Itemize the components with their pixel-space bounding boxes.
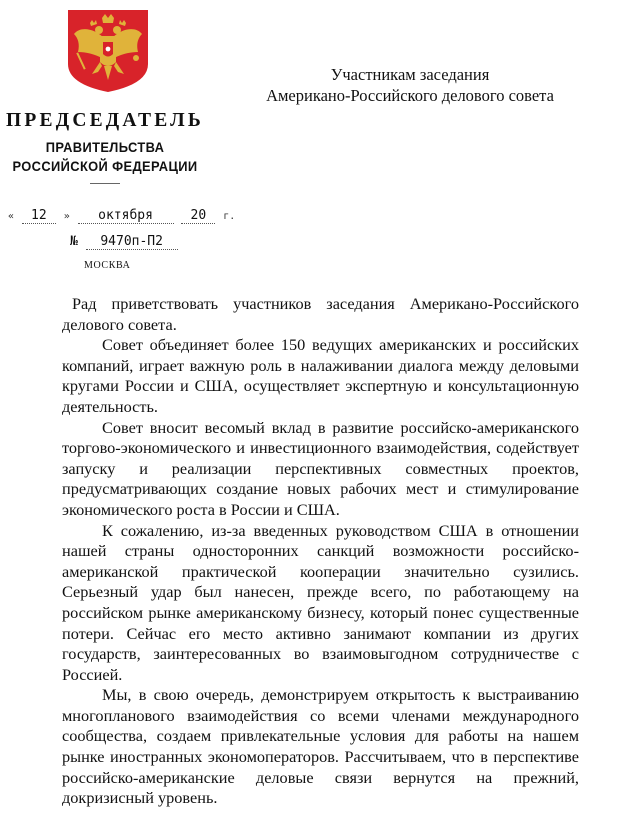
- letterhead-gov-line-1: ПРАВИТЕЛЬСТВА: [45, 139, 165, 155]
- letterhead-title: ПРЕДСЕДАТЕЛЬ: [6, 110, 204, 131]
- document-number: 9470п-П2: [86, 234, 178, 250]
- paragraph-2: Совет объединяет более 150 ведущих американских и российских компаний, играет важную роль в налаживании диалога между деловыми кругами России и США, осуществляет экспертную и консультационную деятельность.: [62, 335, 579, 416]
- letter-body: [62, 294, 579, 809]
- letterhead-gov-line-2: РОССИЙСКОЙ ФЕДЕРАЦИИ: [12, 158, 198, 174]
- paragraph-5: Мы, в свою очередь, демонстрируем открытость к выстраиванию многопланового взаимодействия со всеми членами международного сообщества, создаем привлекательные условия для работы на нашем рынке иностранных экономоператоров. Рассчитываем, что в перспективе российско-американские деловые связи вернутся на прежний, докризисный уровень.: [62, 685, 579, 808]
- date-day: 12: [22, 208, 56, 224]
- date-year: 20: [181, 208, 215, 224]
- number-prefix: №: [70, 234, 78, 249]
- number-line: [70, 234, 178, 250]
- paragraph-1: Рад приветствовать участников заседания Американо-Российского делового совета.: [62, 294, 579, 334]
- coat-of-arms-icon: [66, 8, 150, 94]
- date-month: октября: [78, 208, 174, 224]
- paragraph-3: Совет вносит весомый вклад в развитие российско-американского торгово-экономического и инвестиционного взаимодействия, содействует запуску и реализации перспективных совместных проектов, предусматривающих создание новых рабочих мест и стимулирование экономического роста в России и США.: [62, 417, 579, 519]
- registration-block: [8, 208, 236, 271]
- paragraph-4: К сожалению, из-за введенных руководством США в отношении нашей страны односторонних санкций возможности российско-американской практической кооперации значительно сузились. Серьезный удар был нанесен, прежде всего, по работающему на российском рынке американскому бизнесу, который понес существенные потери. Сейчас его место активно занимают компании из других государств, заинтересованных во взаимовыгодном сотрудничестве с Россией.: [62, 520, 579, 684]
- addressee-block: [240, 64, 580, 106]
- letterhead-divider: [90, 183, 120, 184]
- date-line: « 12 » октября 20 г.: [8, 208, 236, 223]
- addressee-line-2: Американо-Российского делового совета: [266, 86, 554, 105]
- letterhead: [0, 108, 210, 176]
- addressee-line-1: Участникам заседания: [330, 65, 490, 84]
- city-label: МОСКВА: [84, 260, 131, 271]
